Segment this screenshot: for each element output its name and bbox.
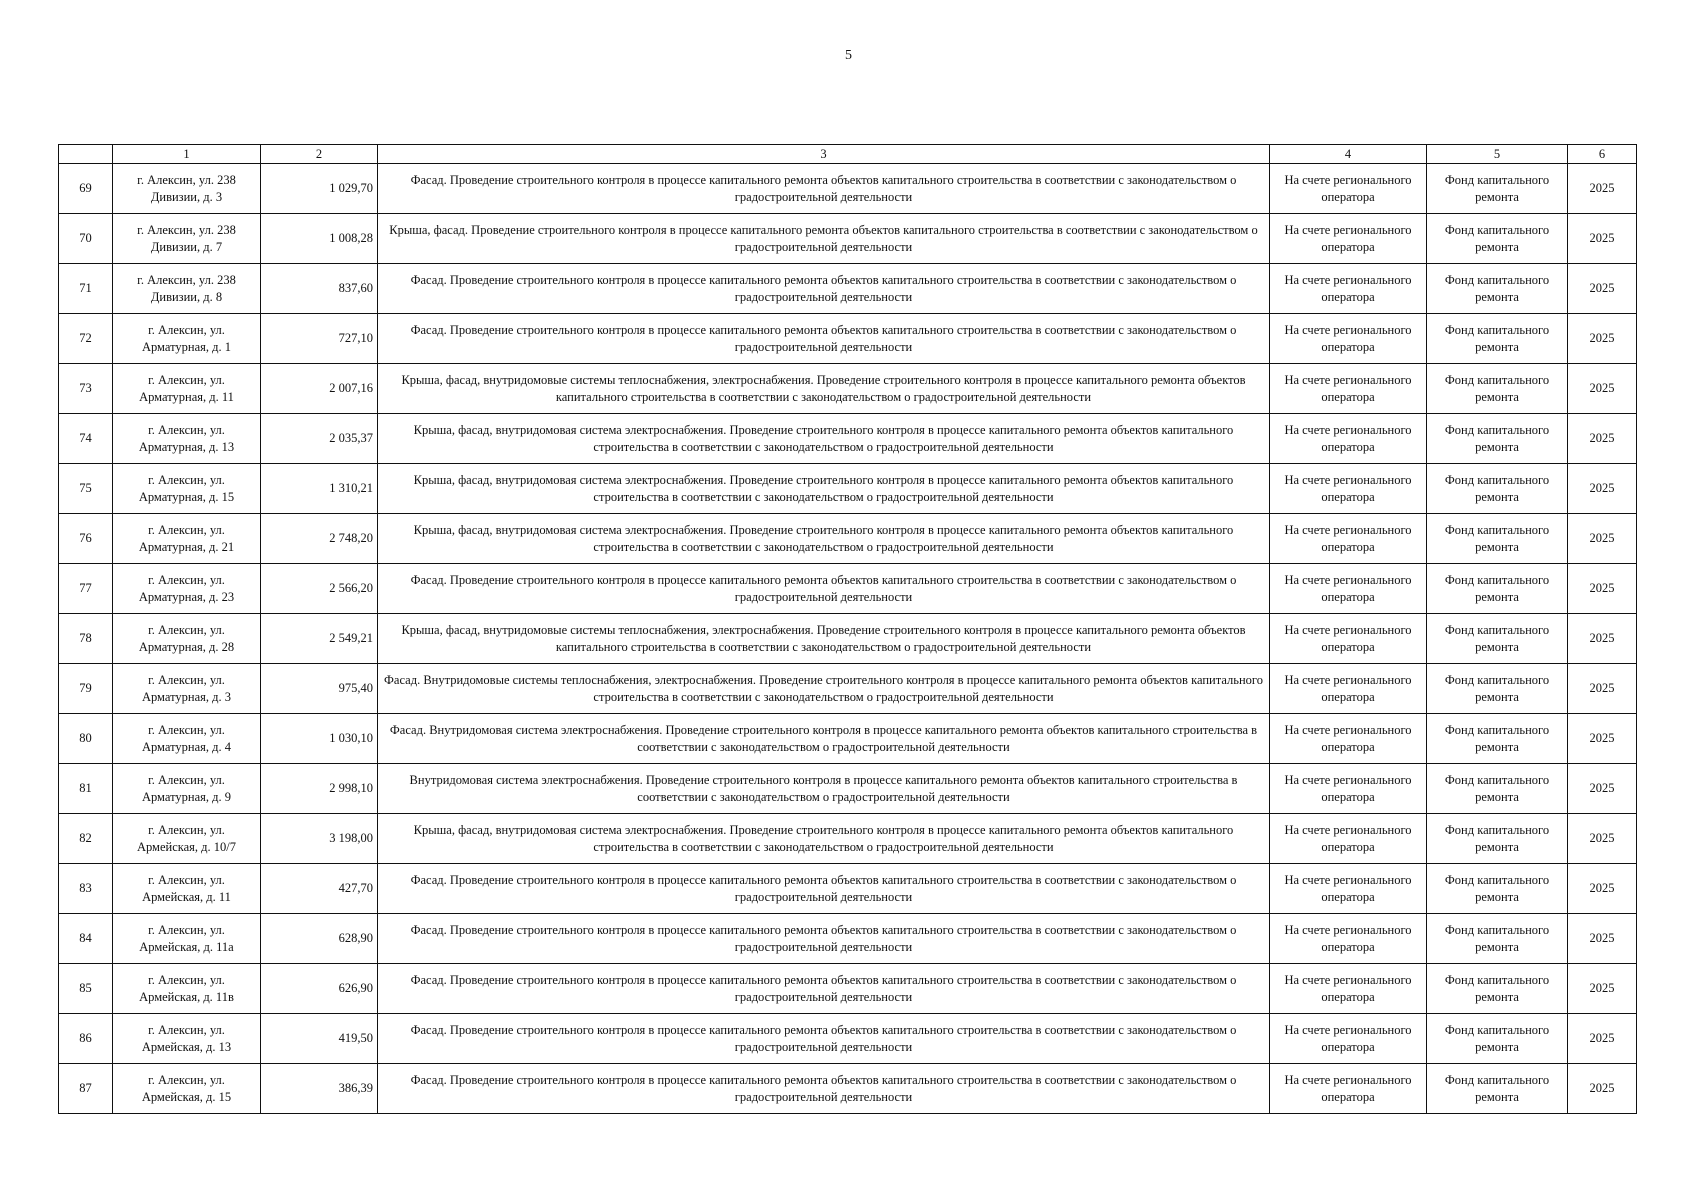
- row-number: 72: [59, 314, 113, 364]
- account-cell: На счете регионального оператора: [1270, 764, 1427, 814]
- address-cell: г. Алексин, ул. Арматурная, д. 15: [113, 464, 261, 514]
- address-cell: г. Алексин, ул. 238 Дивизии, д. 7: [113, 214, 261, 264]
- works-cell: Фасад. Проведение строительного контроля в процессе капитального ремонта объектов капитального строительства в соответствии с законодательством о градостроительной деятельности: [378, 1064, 1270, 1114]
- account-cell: На счете регионального оператора: [1270, 364, 1427, 414]
- area-cell: 975,40: [261, 664, 378, 714]
- account-cell: На счете регионального оператора: [1270, 564, 1427, 614]
- year-cell: 2025: [1568, 464, 1637, 514]
- area-cell: 1 029,70: [261, 164, 378, 214]
- table-row: [59, 914, 1637, 964]
- table-row: [59, 214, 1637, 264]
- address-cell: г. Алексин, ул. Арматурная, д. 3: [113, 664, 261, 714]
- account-cell: На счете регионального оператора: [1270, 164, 1427, 214]
- works-cell: Фасад. Проведение строительного контроля в процессе капитального ремонта объектов капитального строительства в соответствии с законодательством о градостроительной деятельности: [378, 1014, 1270, 1064]
- area-cell: 427,70: [261, 864, 378, 914]
- address-cell: г. Алексин, ул. Армейская, д. 15: [113, 1064, 261, 1114]
- area-cell: 2 549,21: [261, 614, 378, 664]
- account-cell: На счете регионального оператора: [1270, 514, 1427, 564]
- table-row: [59, 814, 1637, 864]
- address-cell: г. Алексин, ул. Армейская, д. 11: [113, 864, 261, 914]
- area-cell: 2 748,20: [261, 514, 378, 564]
- year-cell: 2025: [1568, 914, 1637, 964]
- row-number: 74: [59, 414, 113, 464]
- header-row: [59, 145, 1637, 164]
- year-cell: 2025: [1568, 864, 1637, 914]
- table-row: [59, 564, 1637, 614]
- works-cell: Крыша, фасад, внутридомовая система электроснабжения. Проведение строительного контроля в процессе капитального ремонта объектов капитального строительства в соответствии с законодательством о градостроительной деятельности: [378, 814, 1270, 864]
- funding-source-cell: Фонд капитального ремонта: [1427, 614, 1568, 664]
- works-cell: Внутридомовая система электроснабжения. Проведение строительного контроля в процессе капитального ремонта объектов капитального строительства в соответствии с законодательством о градостроительной деятельности: [378, 764, 1270, 814]
- header-cell-blank: [59, 145, 113, 164]
- funding-source-cell: Фонд капитального ремонта: [1427, 864, 1568, 914]
- year-cell: 2025: [1568, 964, 1637, 1014]
- year-cell: 2025: [1568, 314, 1637, 364]
- funding-source-cell: Фонд капитального ремонта: [1427, 364, 1568, 414]
- works-cell: Крыша, фасад. Проведение строительного контроля в процессе капитального ремонта объектов капитального строительства в соответствии с законодательством о градостроительной деятельности: [378, 214, 1270, 264]
- area-cell: 727,10: [261, 314, 378, 364]
- table-body: [59, 164, 1637, 1114]
- row-number: 81: [59, 764, 113, 814]
- table-row: [59, 314, 1637, 364]
- works-cell: Фасад. Проведение строительного контроля в процессе капитального ремонта объектов капитального строительства в соответствии с законодательством о градостроительной деятельности: [378, 864, 1270, 914]
- funding-source-cell: Фонд капитального ремонта: [1427, 464, 1568, 514]
- works-cell: Фасад. Проведение строительного контроля в процессе капитального ремонта объектов капитального строительства в соответствии с законодательством о градостроительной деятельности: [378, 314, 1270, 364]
- area-cell: 419,50: [261, 1014, 378, 1064]
- row-number: 83: [59, 864, 113, 914]
- funding-source-cell: Фонд капитального ремонта: [1427, 814, 1568, 864]
- table-row: [59, 464, 1637, 514]
- page-number: 5: [845, 48, 852, 63]
- year-cell: 2025: [1568, 764, 1637, 814]
- row-number: 80: [59, 714, 113, 764]
- funding-source-cell: Фонд капитального ремонта: [1427, 214, 1568, 264]
- address-cell: г. Алексин, ул. Армейская, д. 11а: [113, 914, 261, 964]
- area-cell: 3 198,00: [261, 814, 378, 864]
- year-cell: 2025: [1568, 264, 1637, 314]
- address-cell: г. Алексин, ул. Армейская, д. 10/7: [113, 814, 261, 864]
- account-cell: На счете регионального оператора: [1270, 464, 1427, 514]
- funding-source-cell: Фонд капитального ремонта: [1427, 164, 1568, 214]
- row-number: 82: [59, 814, 113, 864]
- funding-source-cell: Фонд капитального ремонта: [1427, 664, 1568, 714]
- account-cell: На счете регионального оператора: [1270, 914, 1427, 964]
- area-cell: 626,90: [261, 964, 378, 1014]
- account-cell: На счете регионального оператора: [1270, 314, 1427, 364]
- table-row: [59, 614, 1637, 664]
- works-cell: Фасад. Проведение строительного контроля в процессе капитального ремонта объектов капитального строительства в соответствии с законодательством о градостроительной деятельности: [378, 964, 1270, 1014]
- year-cell: 2025: [1568, 1064, 1637, 1114]
- area-cell: 2 998,10: [261, 764, 378, 814]
- address-cell: г. Алексин, ул. Арматурная, д. 4: [113, 714, 261, 764]
- table-row: [59, 664, 1637, 714]
- funding-source-cell: Фонд капитального ремонта: [1427, 714, 1568, 764]
- capital-repair-table: [58, 144, 1637, 1114]
- row-number: 69: [59, 164, 113, 214]
- account-cell: На счете регионального оператора: [1270, 664, 1427, 714]
- account-cell: На счете регионального оператора: [1270, 964, 1427, 1014]
- area-cell: 1 310,21: [261, 464, 378, 514]
- table-row: [59, 714, 1637, 764]
- address-cell: г. Алексин, ул. Арматурная, д. 13: [113, 414, 261, 464]
- address-cell: г. Алексин, ул. Арматурная, д. 11: [113, 364, 261, 414]
- year-cell: 2025: [1568, 664, 1637, 714]
- funding-source-cell: Фонд капитального ремонта: [1427, 414, 1568, 464]
- works-cell: Крыша, фасад, внутридомовая система электроснабжения. Проведение строительного контроля в процессе капитального ремонта объектов капитального строительства в соответствии с законодательством о градостроительной деятельности: [378, 414, 1270, 464]
- area-cell: 2 035,37: [261, 414, 378, 464]
- address-cell: г. Алексин, ул. 238 Дивизии, д. 8: [113, 264, 261, 314]
- area-cell: 1 030,10: [261, 714, 378, 764]
- address-cell: г. Алексин, ул. Арматурная, д. 23: [113, 564, 261, 614]
- account-cell: На счете регионального оператора: [1270, 1064, 1427, 1114]
- funding-source-cell: Фонд капитального ремонта: [1427, 264, 1568, 314]
- funding-source-cell: Фонд капитального ремонта: [1427, 764, 1568, 814]
- area-cell: 386,39: [261, 1064, 378, 1114]
- account-cell: На счете регионального оператора: [1270, 214, 1427, 264]
- area-cell: 2 007,16: [261, 364, 378, 414]
- works-cell: Фасад. Проведение строительного контроля в процессе капитального ремонта объектов капитального строительства в соответствии с законодательством о градостроительной деятельности: [378, 164, 1270, 214]
- address-cell: г. Алексин, ул. Арматурная, д. 21: [113, 514, 261, 564]
- table-row: [59, 864, 1637, 914]
- funding-source-cell: Фонд капитального ремонта: [1427, 514, 1568, 564]
- account-cell: На счете регионального оператора: [1270, 614, 1427, 664]
- works-cell: Фасад. Внутридомовые системы теплоснабжения, электроснабжения. Проведение строительного контроля в процессе капитального ремонта объектов капитального строительства в соответствии с законодательством о градостроительной деятельности: [378, 664, 1270, 714]
- area-cell: 2 566,20: [261, 564, 378, 614]
- year-cell: 2025: [1568, 714, 1637, 764]
- row-number: 85: [59, 964, 113, 1014]
- address-cell: г. Алексин, ул. 238 Дивизии, д. 3: [113, 164, 261, 214]
- works-cell: Фасад. Проведение строительного контроля в процессе капитального ремонта объектов капитального строительства в соответствии с законодательством о градостроительной деятельности: [378, 264, 1270, 314]
- funding-source-cell: Фонд капитального ремонта: [1427, 1014, 1568, 1064]
- year-cell: 2025: [1568, 814, 1637, 864]
- account-cell: На счете регионального оператора: [1270, 814, 1427, 864]
- row-number: 86: [59, 1014, 113, 1064]
- row-number: 84: [59, 914, 113, 964]
- table-row: [59, 964, 1637, 1014]
- account-cell: На счете регионального оператора: [1270, 714, 1427, 764]
- row-number: 77: [59, 564, 113, 614]
- year-cell: 2025: [1568, 614, 1637, 664]
- year-cell: 2025: [1568, 564, 1637, 614]
- year-cell: 2025: [1568, 414, 1637, 464]
- account-cell: На счете регионального оператора: [1270, 414, 1427, 464]
- funding-source-cell: Фонд капитального ремонта: [1427, 1064, 1568, 1114]
- header-cell-6: 6: [1568, 145, 1637, 164]
- account-cell: На счете регионального оператора: [1270, 264, 1427, 314]
- row-number: 75: [59, 464, 113, 514]
- works-cell: Крыша, фасад, внутридомовая система электроснабжения. Проведение строительного контроля в процессе капитального ремонта объектов капитального строительства в соответствии с законодательством о градостроительной деятельности: [378, 514, 1270, 564]
- header-cell-4: 4: [1270, 145, 1427, 164]
- header-cell-2: 2: [261, 145, 378, 164]
- year-cell: 2025: [1568, 1014, 1637, 1064]
- funding-source-cell: Фонд капитального ремонта: [1427, 914, 1568, 964]
- table-row: [59, 364, 1637, 414]
- table-row: [59, 1014, 1637, 1064]
- row-number: 79: [59, 664, 113, 714]
- area-cell: 837,60: [261, 264, 378, 314]
- area-cell: 628,90: [261, 914, 378, 964]
- header-cell-5: 5: [1427, 145, 1568, 164]
- works-cell: Фасад. Проведение строительного контроля в процессе капитального ремонта объектов капитального строительства в соответствии с законодательством о градостроительной деятельности: [378, 564, 1270, 614]
- funding-source-cell: Фонд капитального ремонта: [1427, 964, 1568, 1014]
- works-cell: Крыша, фасад, внутридомовые системы теплоснабжения, электроснабжения. Проведение строительного контроля в процессе капитального ремонта объектов капитального строительства в соответствии с законодательством о градостроительной деятельности: [378, 614, 1270, 664]
- works-cell: Фасад. Проведение строительного контроля в процессе капитального ремонта объектов капитального строительства в соответствии с законодательством о градостроительной деятельности: [378, 914, 1270, 964]
- works-cell: Крыша, фасад, внутридомовая система электроснабжения. Проведение строительного контроля в процессе капитального ремонта объектов капитального строительства в соответствии с законодательством о градостроительной деятельности: [378, 464, 1270, 514]
- account-cell: На счете регионального оператора: [1270, 864, 1427, 914]
- works-cell: Крыша, фасад, внутридомовые системы теплоснабжения, электроснабжения. Проведение строительного контроля в процессе капитального ремонта объектов капитального строительства в соответствии с законодательством о градостроительной деятельности: [378, 364, 1270, 414]
- funding-source-cell: Фонд капитального ремонта: [1427, 314, 1568, 364]
- year-cell: 2025: [1568, 364, 1637, 414]
- header-cell-3: 3: [378, 145, 1270, 164]
- header-cell-1: 1: [113, 145, 261, 164]
- row-number: 87: [59, 1064, 113, 1114]
- address-cell: г. Алексин, ул. Армейская, д. 13: [113, 1014, 261, 1064]
- address-cell: г. Алексин, ул. Арматурная, д. 1: [113, 314, 261, 364]
- funding-source-cell: Фонд капитального ремонта: [1427, 564, 1568, 614]
- area-cell: 1 008,28: [261, 214, 378, 264]
- table-row: [59, 764, 1637, 814]
- account-cell: На счете регионального оператора: [1270, 1014, 1427, 1064]
- address-cell: г. Алексин, ул. Арматурная, д. 28: [113, 614, 261, 664]
- table-row: [59, 164, 1637, 214]
- year-cell: 2025: [1568, 514, 1637, 564]
- table-row: [59, 414, 1637, 464]
- table-row: [59, 514, 1637, 564]
- address-cell: г. Алексин, ул. Арматурная, д. 9: [113, 764, 261, 814]
- year-cell: 2025: [1568, 214, 1637, 264]
- table-row: [59, 264, 1637, 314]
- year-cell: 2025: [1568, 164, 1637, 214]
- row-number: 78: [59, 614, 113, 664]
- works-cell: Фасад. Внутридомовая система электроснабжения. Проведение строительного контроля в процессе капитального ремонта объектов капитального строительства в соответствии с законодательством о градостроительной деятельности: [378, 714, 1270, 764]
- address-cell: г. Алексин, ул. Армейская, д. 11в: [113, 964, 261, 1014]
- row-number: 71: [59, 264, 113, 314]
- row-number: 70: [59, 214, 113, 264]
- row-number: 73: [59, 364, 113, 414]
- row-number: 76: [59, 514, 113, 564]
- table-row: [59, 1064, 1637, 1114]
